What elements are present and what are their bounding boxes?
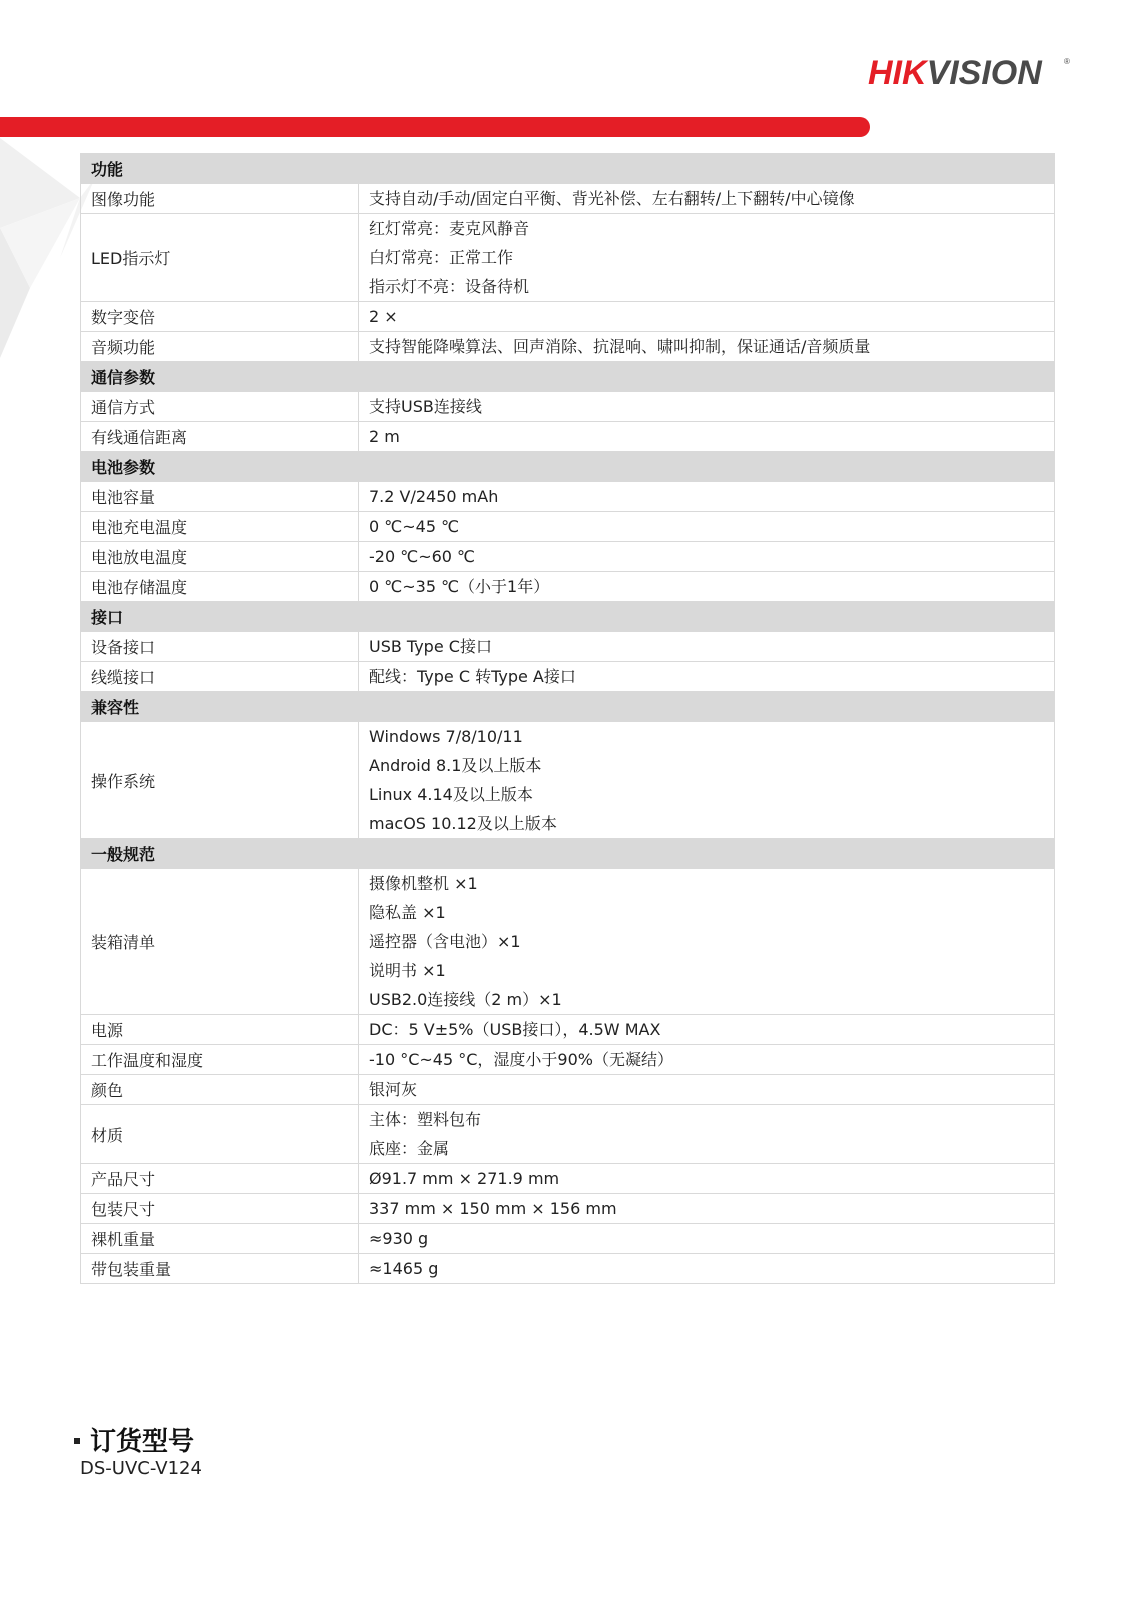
spec-label: 数字变倍: [81, 302, 359, 332]
spec-value-cell: [359, 512, 1055, 542]
svg-text:®: ®: [1064, 57, 1070, 66]
spec-label: 电池放电温度: [81, 542, 359, 572]
spec-label: 裸机重量: [81, 1224, 359, 1254]
svg-text:HIKVISION: HIKVISION: [868, 54, 1042, 92]
section-title: 电池参数: [81, 452, 1055, 482]
spec-label: 装箱清单: [81, 869, 359, 1015]
spec-value: Windows 7/8/10/11: [369, 727, 523, 746]
spec-row: [81, 1075, 1055, 1105]
spec-value-cell: [359, 482, 1055, 512]
spec-value-cell: [359, 1045, 1055, 1075]
bullet-icon: [74, 1438, 80, 1444]
spec-value-cell: [359, 1105, 1055, 1164]
spec-label: 电源: [81, 1015, 359, 1045]
order-title-text: 订货型号: [90, 1427, 195, 1457]
spec-value: Android 8.1及以上版本: [369, 756, 542, 775]
section-header-row: [81, 602, 1055, 632]
spec-row: [81, 302, 1055, 332]
spec-value: 白灯常亮：正常工作: [369, 248, 514, 267]
spec-row: [81, 1015, 1055, 1045]
spec-row: [81, 1194, 1055, 1224]
spec-value: 2 ×: [369, 307, 398, 326]
section-title: 功能: [81, 154, 1055, 184]
section-title: 接口: [81, 602, 1055, 632]
spec-value: -10 °C~45 °C，湿度小于90%（无凝结）: [369, 1050, 673, 1069]
spec-value: -20 ℃~60 ℃: [369, 547, 476, 566]
spec-label: 电池容量: [81, 482, 359, 512]
hikvision-logo: [868, 52, 1078, 92]
spec-value-cell: [359, 1015, 1055, 1045]
spec-value: 7.2 V/2450 mAh: [369, 487, 499, 506]
spec-value: 银河灰: [369, 1080, 418, 1099]
spec-row: [81, 214, 1055, 302]
spec-row: [81, 869, 1055, 1015]
section-title: 通信参数: [81, 362, 1055, 392]
spec-row: [81, 392, 1055, 422]
spec-label: 音频功能: [81, 332, 359, 362]
spec-value-cell: [359, 1075, 1055, 1105]
spec-value-cell: [359, 332, 1055, 362]
spec-label: 线缆接口: [81, 662, 359, 692]
spec-value: 2 m: [369, 427, 400, 446]
spec-value: 0 ℃~35 ℃（小于1年）: [369, 577, 550, 596]
spec-value: 说明书 ×1: [369, 961, 446, 980]
spec-value: 隐私盖 ×1: [369, 903, 446, 922]
spec-value: Ø91.7 mm × 271.9 mm: [369, 1169, 560, 1188]
section-header-row: [81, 362, 1055, 392]
spec-row: [81, 184, 1055, 214]
spec-label: 带包装重量: [81, 1254, 359, 1284]
spec-label: 材质: [81, 1105, 359, 1164]
spec-value-cell: [359, 542, 1055, 572]
spec-label: 产品尺寸: [81, 1164, 359, 1194]
spec-row: [81, 1105, 1055, 1164]
spec-row: [81, 512, 1055, 542]
spec-label: 操作系统: [81, 722, 359, 839]
spec-row: [81, 542, 1055, 572]
spec-value-cell: [359, 214, 1055, 302]
spec-value: 摄像机整机 ×1: [369, 874, 478, 893]
spec-label: 电池充电温度: [81, 512, 359, 542]
spec-row: [81, 1254, 1055, 1284]
spec-value-cell: [359, 1224, 1055, 1254]
spec-value-cell: [359, 184, 1055, 214]
spec-value-cell: [359, 1194, 1055, 1224]
spec-row: [81, 632, 1055, 662]
spec-label: 包装尺寸: [81, 1194, 359, 1224]
spec-value-cell: [359, 1164, 1055, 1194]
spec-value: 红灯常亮：麦克风静音: [369, 219, 530, 238]
spec-value: macOS 10.12及以上版本: [369, 814, 557, 833]
spec-value: 底座：金属: [369, 1139, 450, 1158]
spec-label: 电池存储温度: [81, 572, 359, 602]
section-header-row: [81, 839, 1055, 869]
spec-row: [81, 662, 1055, 692]
spec-value: ≈1465 g: [369, 1259, 439, 1278]
spec-value: ≈930 g: [369, 1229, 429, 1248]
spec-value: USB2.0连接线（2 m）×1: [369, 990, 562, 1009]
spec-label: 设备接口: [81, 632, 359, 662]
spec-value: 支持USB连接线: [369, 397, 482, 416]
spec-value: 支持智能降噪算法、回声消除、抗混响、啸叫抑制，保证通话/音频质量: [369, 337, 871, 356]
spec-value: 配线：Type C 转Type A接口: [369, 667, 576, 686]
spec-value: 指示灯不亮：设备待机: [369, 277, 530, 296]
spec-value: 支持自动/手动/固定白平衡、背光补偿、左右翻转/上下翻转/中心镜像: [369, 189, 855, 208]
spec-value: Linux 4.14及以上版本: [369, 785, 533, 804]
spec-value-cell: [359, 572, 1055, 602]
spec-value: 0 ℃~45 ℃: [369, 517, 460, 536]
spec-value-cell: [359, 1254, 1055, 1284]
section-header-row: [81, 692, 1055, 722]
section-header-row: [81, 452, 1055, 482]
spec-value: USB Type C接口: [369, 637, 492, 656]
spec-value-cell: [359, 662, 1055, 692]
order-section-title: [74, 1421, 194, 1458]
order-model-number: DS-UVC-V124: [80, 1458, 202, 1479]
spec-value-cell: [359, 422, 1055, 452]
spec-label: 颜色: [81, 1075, 359, 1105]
spec-row: [81, 422, 1055, 452]
section-header-row: [81, 154, 1055, 184]
spec-value-cell: [359, 722, 1055, 839]
spec-label: 图像功能: [81, 184, 359, 214]
spec-row: [81, 722, 1055, 839]
spec-value: 337 mm × 150 mm × 156 mm: [369, 1199, 617, 1218]
spec-value-cell: [359, 632, 1055, 662]
spec-row: [81, 572, 1055, 602]
header-red-bar: [0, 117, 870, 137]
spec-row: [81, 332, 1055, 362]
spec-table: [80, 153, 1055, 1284]
spec-label: 工作温度和湿度: [81, 1045, 359, 1075]
spec-value-cell: [359, 302, 1055, 332]
spec-label: LED指示灯: [81, 214, 359, 302]
spec-value-cell: [359, 392, 1055, 422]
spec-value: DC：5 V±5%（USB接口），4.5W MAX: [369, 1020, 661, 1039]
spec-value: 遥控器（含电池）×1: [369, 932, 521, 951]
spec-row: [81, 1224, 1055, 1254]
spec-value: 主体：塑料包布: [369, 1110, 482, 1129]
section-title: 一般规范: [81, 839, 1055, 869]
spec-row: [81, 482, 1055, 512]
section-title: 兼容性: [81, 692, 1055, 722]
spec-label: 有线通信距离: [81, 422, 359, 452]
spec-value-cell: [359, 869, 1055, 1015]
spec-row: [81, 1045, 1055, 1075]
spec-label: 通信方式: [81, 392, 359, 422]
spec-row: [81, 1164, 1055, 1194]
